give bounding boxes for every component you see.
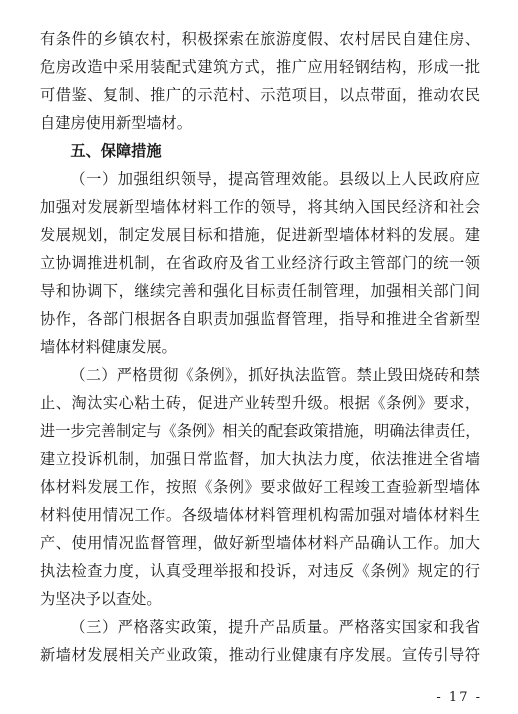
text-line: 有条件的乡镇农村，积极探索在旅游度假、农村居民自建住房、 — [40, 30, 480, 48]
text-line: 导和协调下，继续完善和强化目标责任制管理，加强相关部门间 — [40, 282, 480, 300]
intro-paragraph — [40, 25, 480, 137]
page-number: - 17 - — [436, 690, 482, 705]
text-line: 为坚决予以查处。 — [40, 590, 162, 608]
paragraph-organization-leadership — [40, 165, 480, 361]
text-line: 止、淘汰实心粘土砖，促进产业转型升级。根据《条例》要求， — [40, 394, 480, 412]
text-line: 自建房使用新型墙材。 — [40, 114, 192, 132]
paragraph-policy-quality — [40, 613, 480, 669]
text-line: 建立投诉机制，加强日常监督，加大执法力度，依法推进全省墙 — [40, 450, 480, 468]
section-heading: 五、保障措施 — [70, 142, 162, 160]
document-body — [40, 25, 480, 669]
text-line: （一）加强组织领导，提高管理效能。县级以上人民政府应 — [70, 170, 480, 188]
paragraph-law-enforcement — [40, 361, 480, 613]
text-line: 立协调推进机制，在省政府及省工业经济行政主管部门的统一领 — [40, 254, 480, 272]
text-line: 体材料发展工作，按照《条例》要求做好工程竣工查验新型墙体 — [40, 478, 480, 496]
text-line: 加强对发展新型墙体材料工作的领导，将其纳入国民经济和社会 — [40, 198, 480, 216]
text-line: （三）严格落实政策，提升产品质量。严格落实国家和我省 — [70, 618, 480, 636]
text-line: 可借鉴、复制、推广的示范村、示范项目，以点带面，推动农民 — [40, 86, 480, 104]
text-line: 发展规划，制定发展目标和措施，促进新型墙体材料的发展。建 — [40, 226, 480, 244]
text-line: 产、使用情况监督管理，做好新型墙体材料产品确认工作。加大 — [40, 534, 480, 552]
text-line: 墙体材料健康发展。 — [40, 338, 177, 356]
text-line: 危房改造中采用装配式建筑方式，推广应用轻钢结构，形成一批 — [40, 58, 480, 76]
text-line: 新墙材发展相关产业政策，推动行业健康有序发展。宣传引导符 — [40, 646, 480, 664]
text-line: 协作，各部门根据各自职责加强监督管理，指导和推进全省新型 — [40, 310, 480, 328]
text-line: 进一步完善制定与《条例》相关的配套政策措施，明确法律责任， — [40, 422, 480, 440]
text-line: 材料使用情况工作。各级墙体材料管理机构需加强对墙体材料生 — [40, 506, 480, 524]
text-line: 执法检查力度，认真受理举报和投诉，对违反《条例》规定的行 — [40, 562, 480, 580]
text-line: （二）严格贯彻《条例》，抓好执法监管。禁止毁田烧砖和禁 — [70, 366, 480, 384]
